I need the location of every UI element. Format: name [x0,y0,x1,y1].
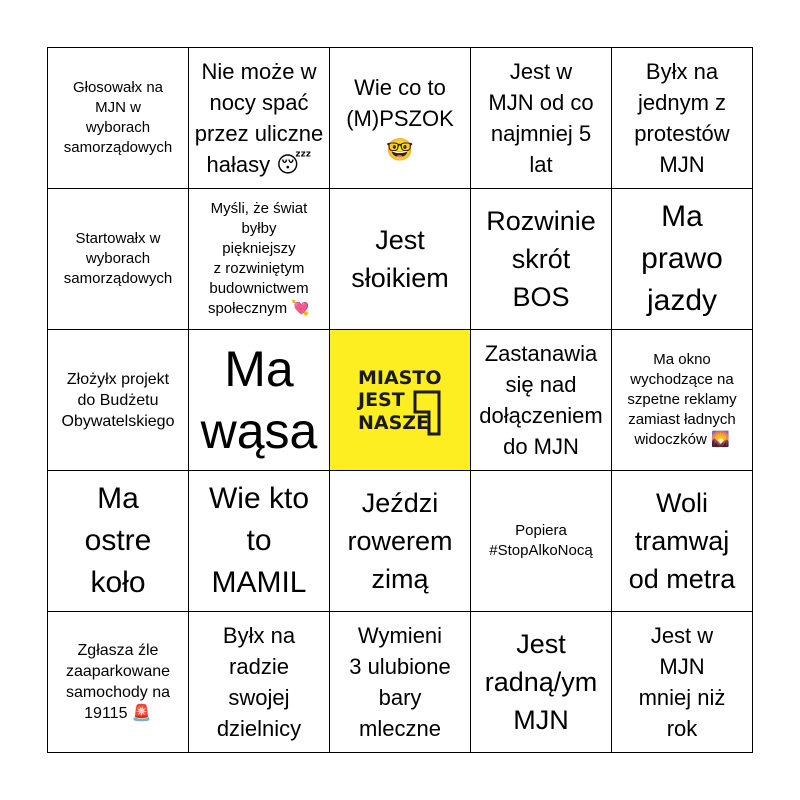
bingo-cell[interactable]: Myśli, że świat byłby piękniejszy z rozwiniętym budownictwem społecznym 💘 [189,189,330,330]
logo-line-3: NASZE [358,412,430,434]
bingo-cell[interactable]: Popiera #StopAlkoNocą [471,471,612,612]
bingo-cell[interactable]: Wie co to (M)PSZOK 🤓 [330,48,471,189]
bingo-cell[interactable]: Byłx na radzie swojej dzielnicy [189,612,330,753]
bingo-board [47,47,753,753]
bingo-cell[interactable]: Jeździ rowerem zimą [330,471,471,612]
bingo-cell[interactable]: Startowałx w wyborach samorządowych [48,189,189,330]
bingo-cell[interactable]: Ma wąsa [189,330,330,471]
bingo-cell[interactable]: Ma prawo jazdy [612,189,753,330]
bingo-cell[interactable]: Wymieni 3 ulubione bary mleczne [330,612,471,753]
bingo-cell[interactable]: Złożyłx projekt do Budżetu Obywatelskiego [48,330,189,471]
free-space[interactable] [330,330,471,471]
miasto-jest-nasze-logo [355,360,445,440]
bingo-cell[interactable]: Nie może w nocy spać przez uliczne hałasy 😴 [189,48,330,189]
bingo-cell[interactable]: Wie kto to MAMIL [189,471,330,612]
bingo-cell[interactable]: Ma okno wychodzące na szpetne reklamy zamiast ładnych widoczków 🌄 [612,330,753,471]
bingo-cell[interactable]: Jest słoikiem [330,189,471,330]
bingo-cell[interactable]: Zastanawia się nad dołączeniem do MJN [471,330,612,471]
logo-line-2: JEST [358,389,405,411]
bingo-cell[interactable]: Woli tramwaj od metra [612,471,753,612]
bingo-cell[interactable]: Ma ostre koło [48,471,189,612]
bingo-cell[interactable]: Jest w MJN od co najmniej 5 lat [471,48,612,189]
bingo-cell[interactable]: Byłx na jednym z protestów MJN [612,48,753,189]
bingo-cell[interactable]: Głosowałx na MJN w wyborach samorządowych [48,48,189,189]
bingo-cell[interactable]: Zgłasza źle zaaparkowane samochody na 19115 🚨 [48,612,189,753]
bingo-cell[interactable]: Rozwinie skrót BOS [471,189,612,330]
bingo-cell[interactable]: Jest w MJN mniej niż rok [612,612,753,753]
bingo-cell[interactable]: Jest radną/ym MJN [471,612,612,753]
logo-line-1: MIASTO [358,367,442,389]
